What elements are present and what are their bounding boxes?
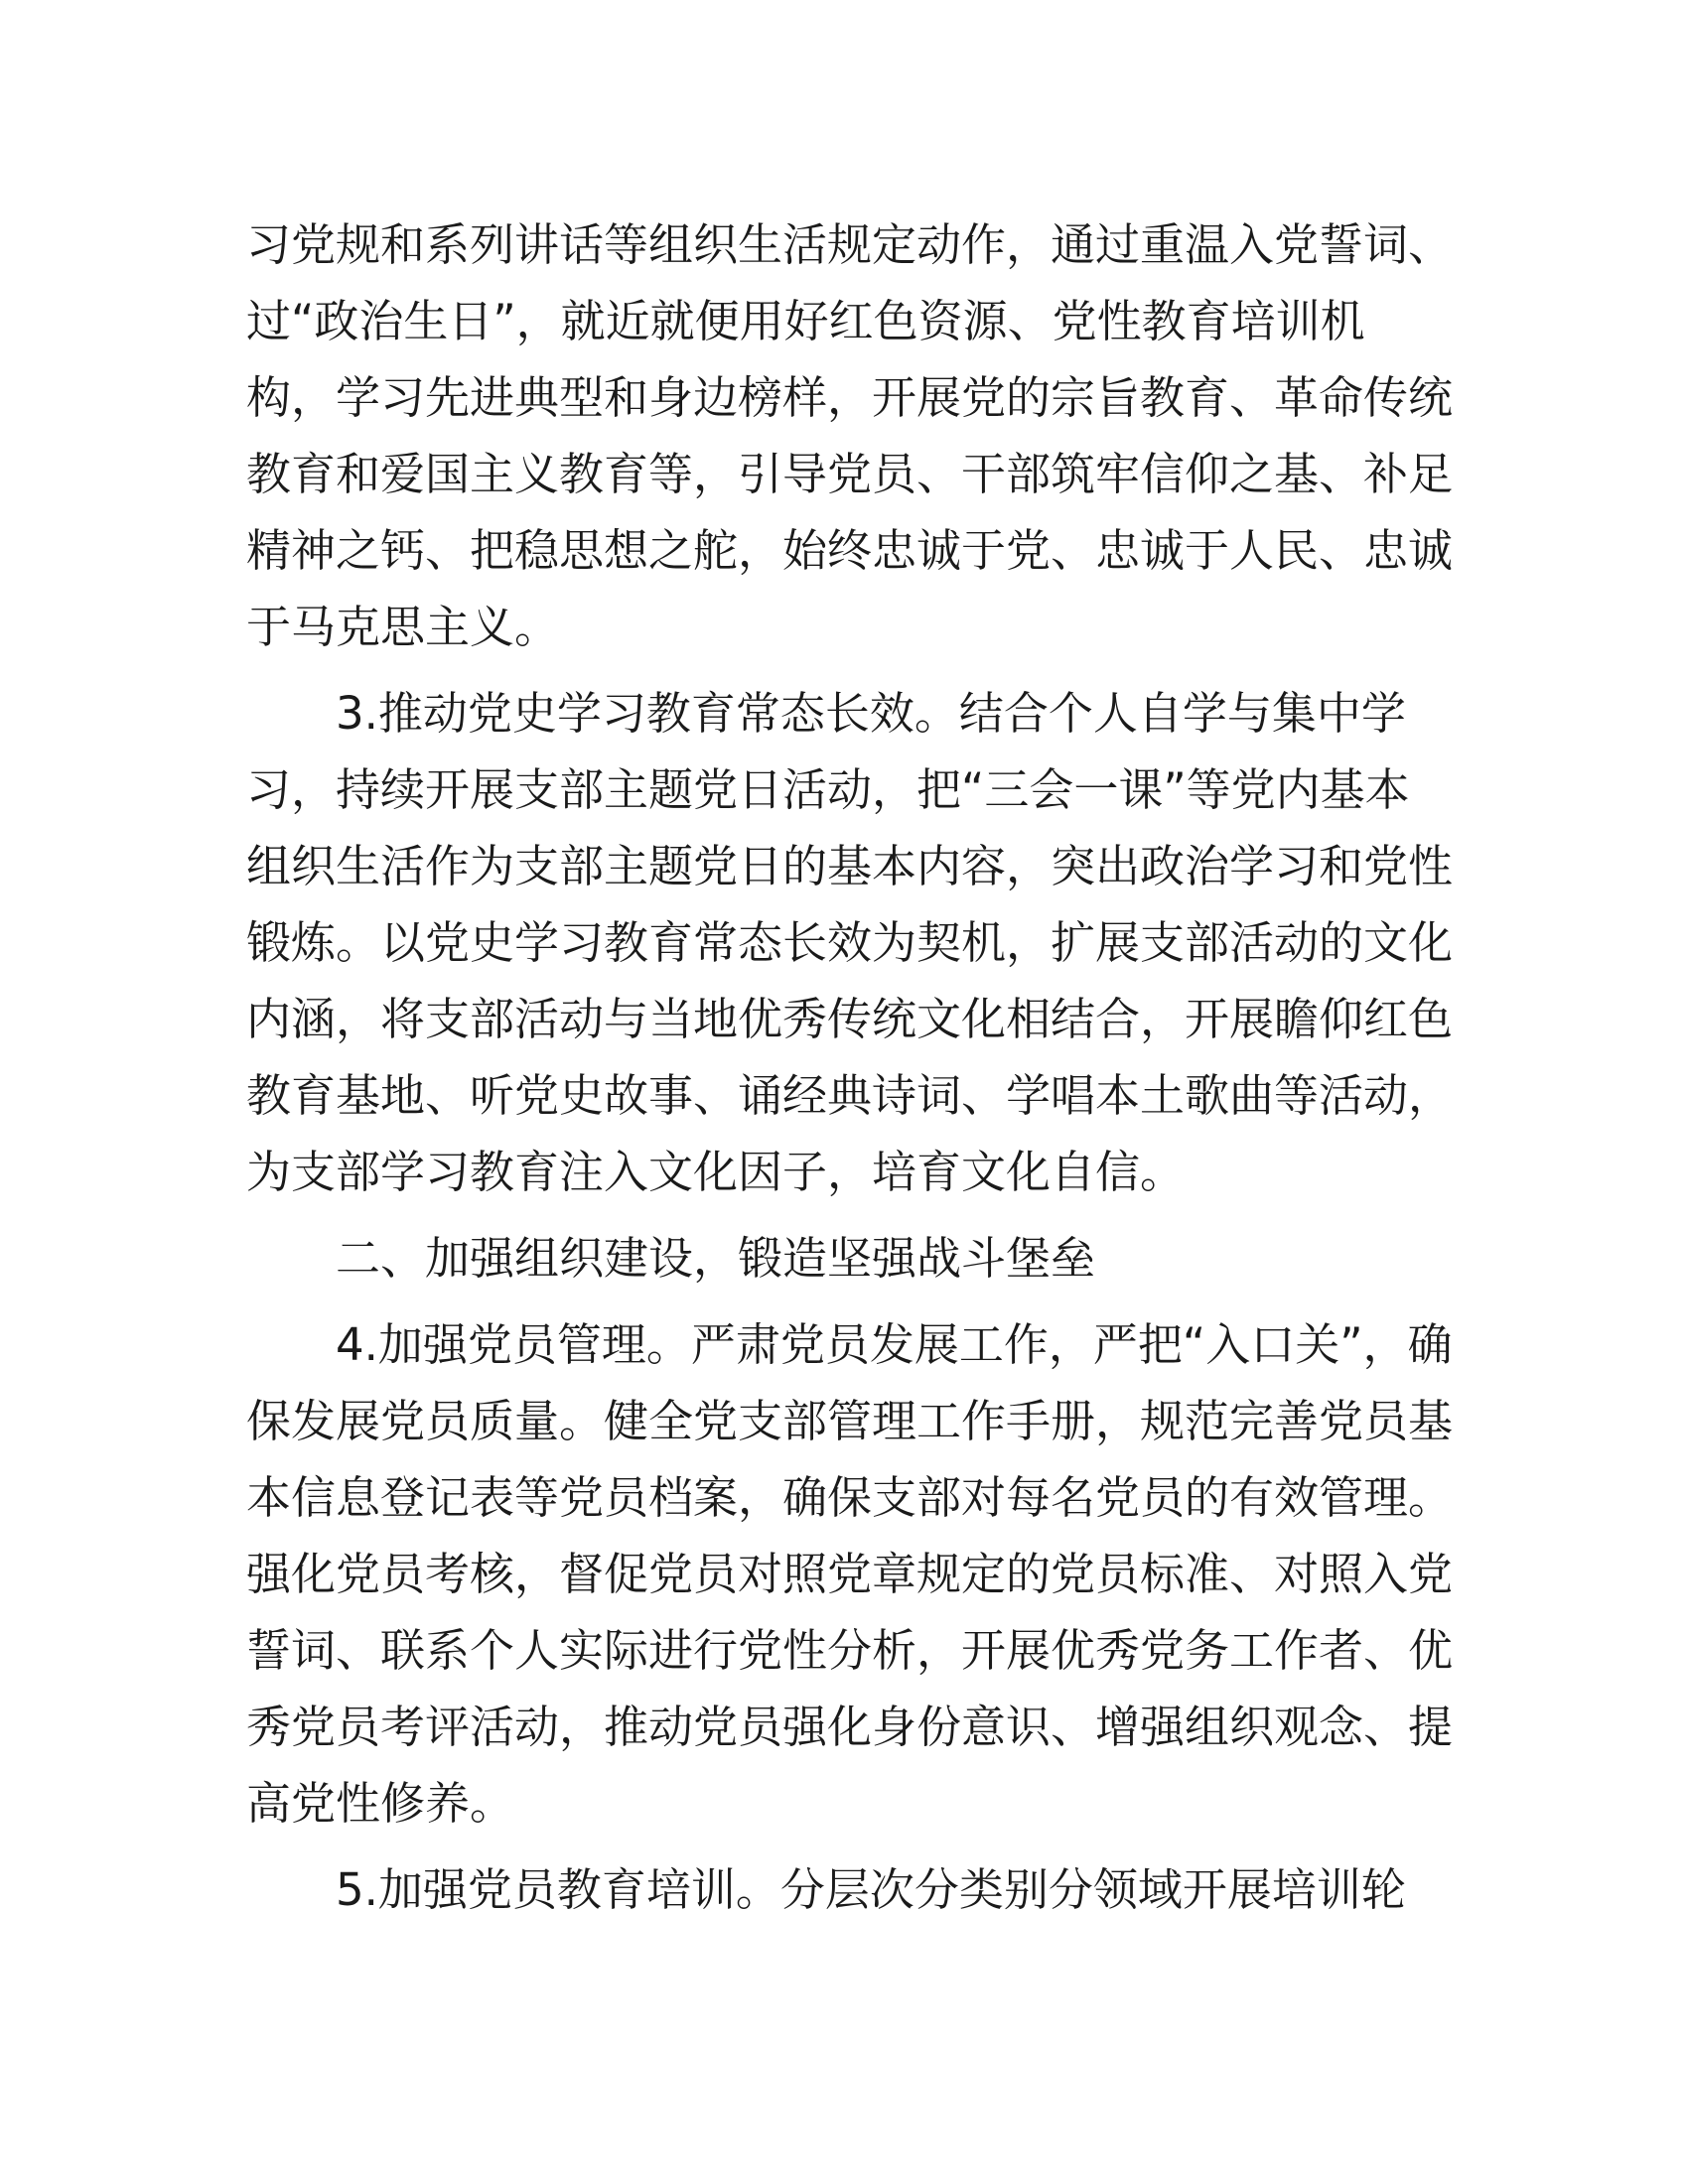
paragraph-spacer — [246, 1210, 1438, 1220]
text-line: 教育和爱国主义教育等，引导党员、干部筑牢信仰之基、补足 — [246, 448, 1454, 500]
text-line: 高党性修养。 — [246, 1777, 515, 1830]
text-line: 组织生活作为支部主题党日的基本内容，突出政治学习和党性 — [246, 840, 1454, 892]
text-line: 强化党员考核，督促党员对照党章规定的党员标准、对照入党 — [246, 1548, 1454, 1600]
text-line: 本信息登记表等党员档案，确保支部对每名党员的有效管理。 — [246, 1471, 1454, 1524]
text-line: 构，学习先进典型和身边榜样，开展党的宗旨教育、革命传统 — [246, 371, 1454, 424]
text-line: 保发展党员质量。健全党支部管理工作手册，规范完善党员基 — [246, 1395, 1454, 1447]
text-line: 为支部学习教育注入文化因子，培育文化自信。 — [246, 1146, 1186, 1198]
text-line: 教育基地、听党史故事、诵经典诗词、学唱本土歌曲等活动， — [246, 1069, 1454, 1122]
text-line: 秀党员考评活动，推动党员强化身份意识、增强组织观念、提 — [246, 1701, 1454, 1753]
text-line: 过“政治生日”，就近就便用好红色资源、党性教育培训机 — [246, 295, 1365, 347]
text-line: 3.推动党史学习教育常态长效。结合个人自学与集中学 — [336, 687, 1406, 740]
text-line: 誓词、联系个人实际进行党性分析，开展优秀党务工作者、优 — [246, 1624, 1454, 1677]
text-line: 习党规和系列讲话等组织生活规定动作，通过重温入党誓词、 — [246, 218, 1454, 271]
paragraph — [246, 1306, 1454, 1842]
paragraph — [246, 675, 1454, 1210]
text-line: 内涵，将支部活动与当地优秀传统文化相结合，开展瞻仰红色 — [246, 993, 1454, 1045]
section-heading — [246, 1220, 1438, 1297]
text-line: 二、加强组织建设，锻造坚强战斗堡垒 — [336, 1232, 1096, 1285]
text-line: 5.加强党员教育培训。分层次分类别分领域开展培训轮 — [336, 1863, 1406, 1916]
text-line: 于马克思主义。 — [246, 601, 560, 653]
paragraph-spacer — [246, 1842, 1438, 1851]
paragraph-spacer — [246, 1297, 1438, 1306]
text-line: 4.加强党员管理。严肃党员发展工作，严把“入口关”，确 — [336, 1318, 1453, 1371]
text-line: 精神之钙、把稳思想之舵，始终忠诚于党、忠诚于人民、忠诚 — [246, 524, 1454, 577]
paragraph — [246, 206, 1454, 665]
paragraph-spacer — [246, 665, 1438, 675]
text-line: 习，持续开展支部主题党日活动，把“三会一课”等党内基本 — [246, 763, 1410, 816]
document-body — [246, 206, 1454, 1928]
paragraph — [246, 1851, 1438, 1928]
text-line: 锻炼。以党史学习教育常态长效为契机，扩展支部活动的文化 — [246, 916, 1454, 969]
